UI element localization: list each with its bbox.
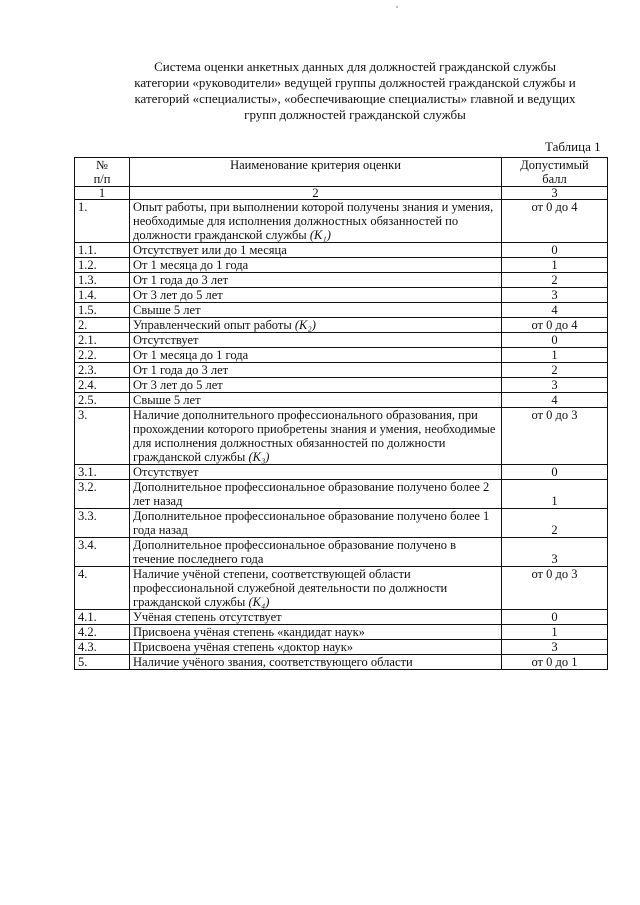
row-score: 1 [502,348,608,363]
criterion-text: От 1 месяца до 1 года [133,258,249,272]
table-label: Таблица 1 [545,139,601,154]
row-criterion [130,655,502,670]
table-row [75,363,608,378]
row-criterion [130,640,502,655]
criterion-text: Наличие учёного звания, соответствующего области [133,655,413,669]
header-score-line1: Допустимый [520,158,589,172]
table-row [75,288,608,303]
row-criterion [130,243,502,258]
row-criterion [130,509,502,538]
row-number: 1.5. [75,303,130,318]
row-criterion [130,567,502,610]
row-criterion [130,200,502,243]
row-criterion [130,538,502,567]
criterion-text: От 1 года до 3 лет [133,363,229,377]
row-number: 1.3. [75,273,130,288]
criteria-table [74,157,608,670]
criterion-text: Присвоена учёная степень «кандидат наук» [133,625,365,639]
table-row [75,243,608,258]
table-row [75,480,608,509]
column-numbers-row [75,187,608,200]
row-score: от 0 до 3 [502,567,608,610]
column-number-1: 1 [75,187,130,200]
row-number: 2.1. [75,333,130,348]
column-number-2: 2 [130,187,502,200]
row-number: 1.4. [75,288,130,303]
row-score: 3 [502,640,608,655]
row-number: 1.1. [75,243,130,258]
row-score: 0 [502,333,608,348]
row-criterion [130,348,502,363]
criterion-text: От 1 года до 3 лет [133,273,229,287]
criterion-text: Учёная степень отсутствует [133,610,282,624]
row-number: 2.3. [75,363,130,378]
criterion-text: От 3 лет до 5 лет [133,288,223,302]
row-criterion [130,318,502,333]
row-criterion [130,625,502,640]
row-number: 4. [75,567,130,610]
title-line-3: категорий «специалисты», «обеспечивающие специалисты» главной и ведущих [134,91,576,106]
header-num [75,158,130,187]
criterion-text: Отсутствует [133,465,199,479]
row-criterion [130,393,502,408]
document-title [95,59,615,123]
row-criterion [130,333,502,348]
criterion-text: Присвоена учёная степень «доктор наук» [133,640,354,654]
criterion-text: От 3 лет до 5 лет [133,378,223,392]
table-row [75,303,608,318]
row-number: 4.1. [75,610,130,625]
row-criterion [130,273,502,288]
table-row [75,610,608,625]
row-score: 2 [502,273,608,288]
table-body [75,200,608,670]
row-number: 2.4. [75,378,130,393]
criterion-text: Наличие учёной степени, соответствующей области профессиональной служебной деятельности по должности гражданской службы [133,567,448,609]
row-score: 2 [502,363,608,378]
row-score: 1 [502,625,608,640]
row-number: 3.2. [75,480,130,509]
row-criterion [130,258,502,273]
title-line-2: категории «руководители» ведущей группы должностей гражданской службы и [134,75,576,90]
header-num-line2: п/п [93,172,111,186]
row-number: 2.2. [75,348,130,363]
row-number: 3. [75,408,130,465]
row-score: от 0 до 3 [502,408,608,465]
criterion-text: От 1 месяца до 1 года [133,348,249,362]
criterion-coefficient: (K₄) [248,595,270,609]
header-num-line1: № [96,158,108,172]
row-number: 1. [75,200,130,243]
criterion-text: Управленческий опыт работы [133,318,292,332]
row-score: 1 [502,258,608,273]
table-row [75,567,608,610]
row-number: 5. [75,655,130,670]
row-score: 3 [502,538,608,567]
criterion-text: Свыше 5 лет [133,303,201,317]
row-number: 4.3. [75,640,130,655]
criterion-text: Отсутствует [133,333,199,347]
row-score: 2 [502,509,608,538]
table-row [75,273,608,288]
criterion-coefficient: (K₂) [294,318,316,332]
table-row [75,509,608,538]
header-score-line2: балл [542,172,567,186]
row-criterion [130,408,502,465]
row-criterion [130,480,502,509]
row-number: 2. [75,318,130,333]
row-score: 3 [502,288,608,303]
table-row [75,348,608,363]
header-score [502,158,608,187]
header-row [75,158,608,187]
row-criterion [130,465,502,480]
row-number: 4.2. [75,625,130,640]
row-score: от 0 до 1 [502,655,608,670]
row-criterion [130,610,502,625]
table-row [75,625,608,640]
table-row [75,640,608,655]
criterion-coefficient: (K₃) [248,450,270,464]
criterion-coefficient: (K₁) [309,228,331,242]
criterion-text: Дополнительное профессиональное образование получено более 1 года назад [133,509,490,537]
table-row [75,408,608,465]
row-criterion [130,288,502,303]
criterion-text: Отсутствует или до 1 месяца [133,243,287,257]
row-score: 0 [502,610,608,625]
row-score: 4 [502,393,608,408]
row-number: 3.1. [75,465,130,480]
table-row [75,333,608,348]
row-criterion [130,363,502,378]
table-row [75,465,608,480]
row-score: 0 [502,465,608,480]
row-criterion [130,378,502,393]
table-row [75,318,608,333]
table-row [75,538,608,567]
row-number: 3.3. [75,509,130,538]
row-number: 3.4. [75,538,130,567]
column-number-3: 3 [502,187,608,200]
criterion-text: Дополнительное профессиональное образование получено в течение последнего года [133,538,457,566]
row-number: 1.2. [75,258,130,273]
header-name: Наименование критерия оценки [130,158,502,187]
criterion-text: Свыше 5 лет [133,393,201,407]
table-row [75,393,608,408]
table-row [75,655,608,670]
row-criterion [130,303,502,318]
row-score: 0 [502,243,608,258]
criterion-text: Дополнительное профессиональное образование получено более 2 лет назад [133,480,490,508]
row-score: 4 [502,303,608,318]
scan-speck [396,6,398,8]
table-row [75,258,608,273]
table-row [75,378,608,393]
criterion-text: Наличие дополнительного профессионального образования, при прохождении которого приобретены знания и умения, необходимые для исполнения должностных обязанностей по должности гражданской службы [133,408,496,464]
row-score: от 0 до 4 [502,318,608,333]
row-number: 2.5. [75,393,130,408]
row-score: 3 [502,378,608,393]
criterion-text: Опыт работы, при выполнении которой получены знания и умения, необходимые для исполнения должностных обязанностей по должности гражданской службы [133,200,494,242]
title-line-1: Система оценки анкетных данных для должностей гражданской службы [154,59,556,74]
title-line-4: групп должностей гражданской службы [244,107,466,122]
table-row [75,200,608,243]
row-score: от 0 до 4 [502,200,608,243]
row-score: 1 [502,480,608,509]
